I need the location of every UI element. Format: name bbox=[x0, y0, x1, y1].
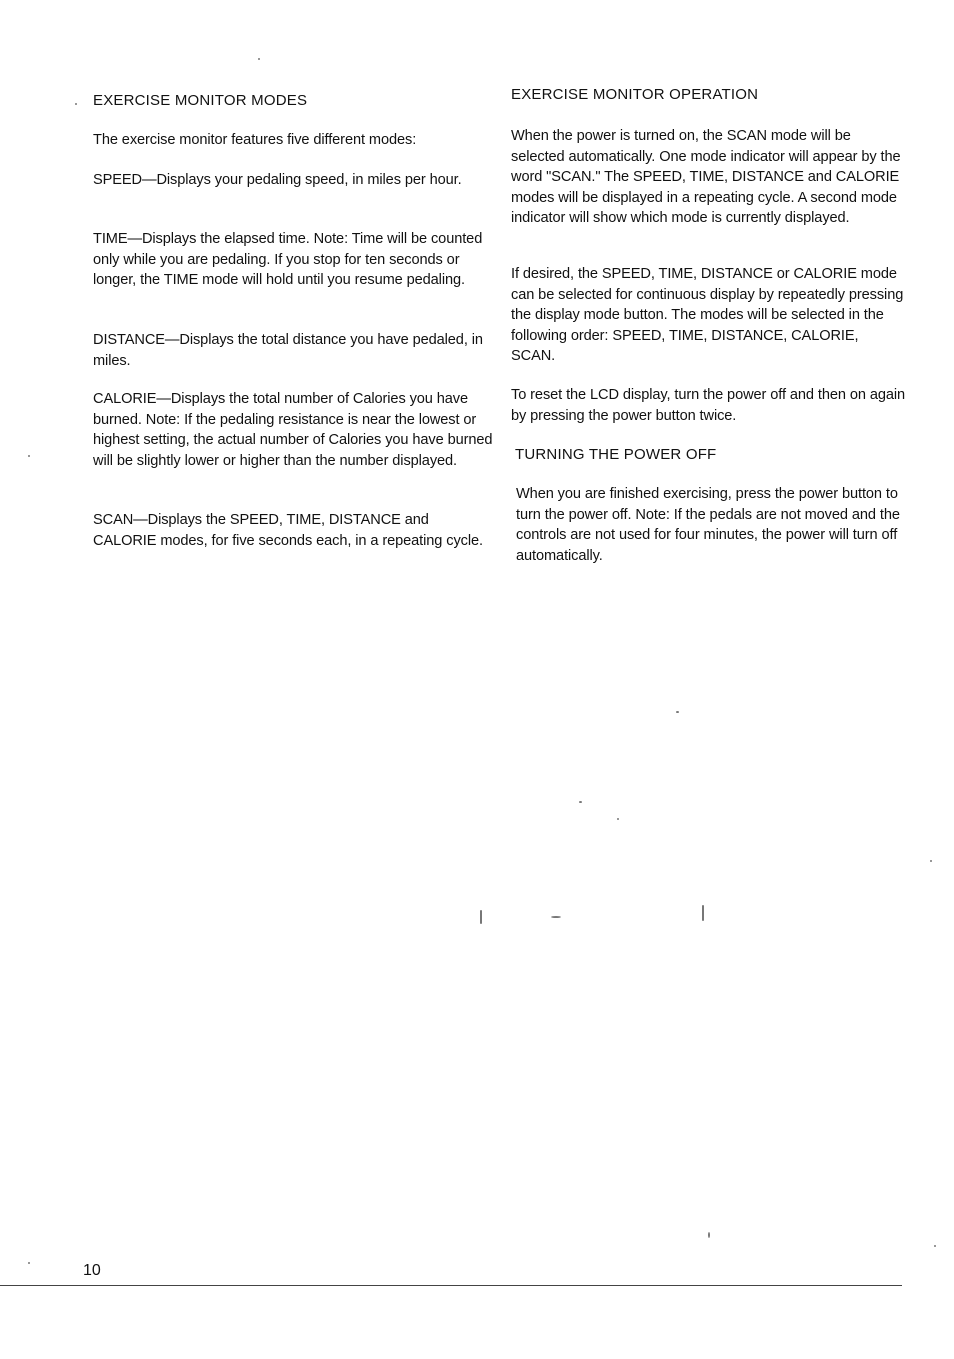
scan-speck bbox=[551, 916, 561, 918]
scan-speck bbox=[480, 910, 482, 924]
modes-intro: The exercise monitor features five different modes: bbox=[93, 132, 417, 148]
scan-speck bbox=[75, 103, 77, 105]
mode-distance: DISTANCE—Displays the total distance you have pedaled, in miles. bbox=[93, 332, 483, 369]
page-number: 10 bbox=[83, 1262, 101, 1279]
scan-speck bbox=[579, 801, 582, 803]
power-off-paragraph: When you are finished exercising, press the power button to turn the power off. Note: If the pedals are not moved and the controls are not used for four minutes, the power will turn off automatically. bbox=[516, 486, 900, 564]
scan-speck bbox=[28, 1262, 30, 1264]
scan-speck bbox=[934, 1245, 936, 1247]
section-heading-modes: EXERCISE MONITOR MODES bbox=[93, 92, 308, 109]
scan-speck bbox=[676, 711, 679, 713]
mode-scan: SCAN—Displays the SPEED, TIME, DISTANCE and CALORIE modes, for five seconds each, in a repeating cycle. bbox=[93, 512, 483, 549]
scan-speck bbox=[28, 455, 30, 457]
mode-calorie: CALORIE—Displays the total number of Calories you have burned. Note: If the pedaling resistance is near the lowest or highest setting, the actual number of Calories you have burned will be slightly lower or higher than the number displayed. bbox=[93, 391, 493, 469]
footer-rule bbox=[0, 1285, 902, 1286]
scan-speck bbox=[708, 1232, 710, 1238]
mode-speed: SPEED—Displays your pedaling speed, in miles per hour. bbox=[93, 172, 462, 188]
scan-speck bbox=[617, 818, 619, 820]
section-heading-power-off: TURNING THE POWER OFF bbox=[515, 446, 717, 463]
scan-speck bbox=[930, 860, 932, 862]
scan-speck bbox=[702, 905, 704, 921]
scan-speck bbox=[258, 58, 260, 60]
operation-paragraph-1: When the power is turned on, the SCAN mode will be selected automatically. One mode indicator will appear by the word "SCAN." The SPEED, TIME, DISTANCE and CALORIE modes will be displayed in a repeating cycle. A second mode indicator will show which mode is currently displayed. bbox=[511, 128, 901, 226]
operation-paragraph-3: To reset the LCD display, turn the power off and then on again by pressing the power button twice. bbox=[511, 387, 906, 424]
operation-paragraph-2: If desired, the SPEED, TIME, DISTANCE or CALORIE mode can be selected for continuous display by repeatedly pressing the display mode button. The modes will be selected in the following order: SPEED, TIME, DISTANCE, CALORIE, SCAN. bbox=[511, 266, 904, 364]
mode-time: TIME—Displays the elapsed time. Note: Time will be counted only while you are pedaling. If you stop for ten seconds or longer, the TIME mode will hold until you resume pedaling. bbox=[93, 231, 483, 288]
section-heading-operation: EXERCISE MONITOR OPERATION bbox=[511, 86, 759, 103]
